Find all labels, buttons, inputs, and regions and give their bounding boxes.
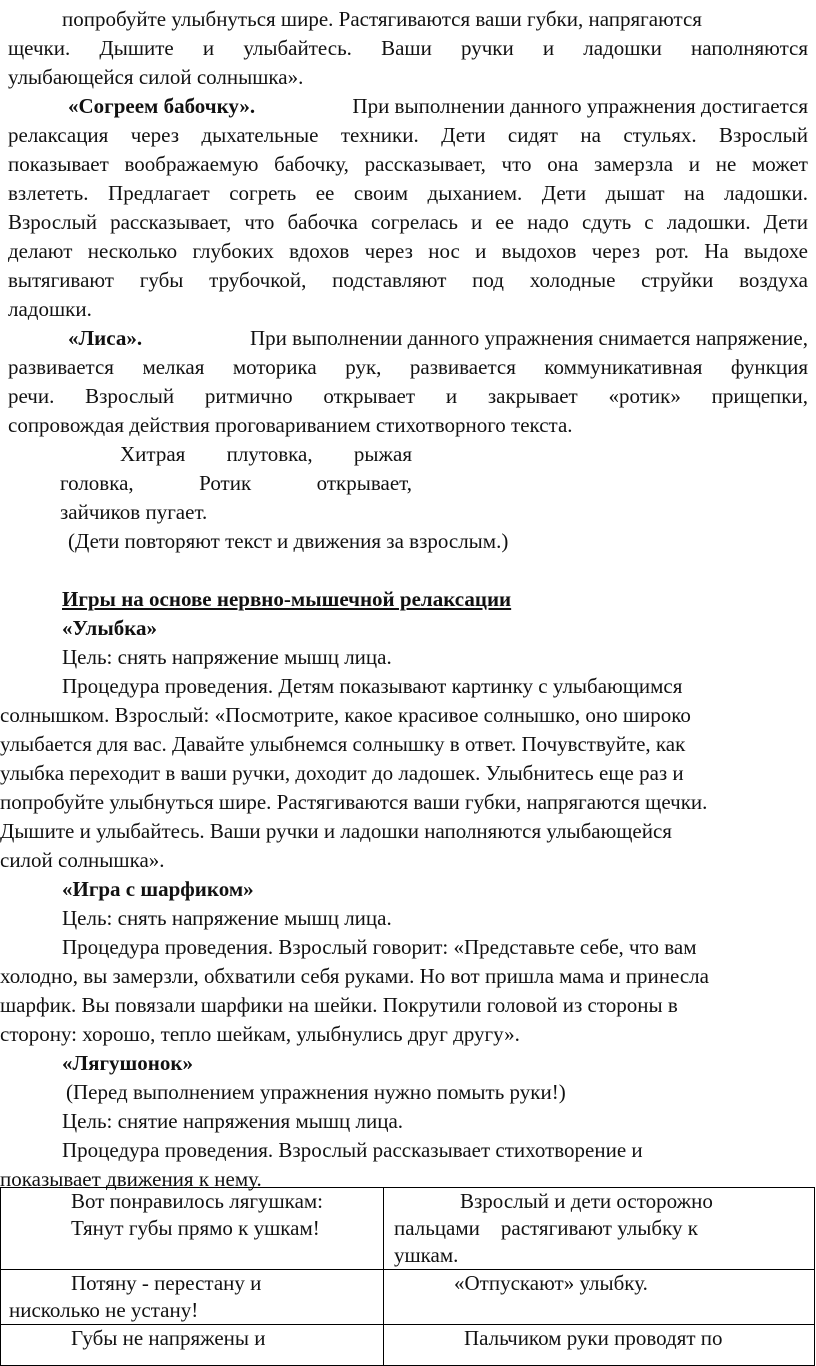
fox-first-line xyxy=(68,324,808,353)
scarf-text-4: сторону: хорошо, тепло шейкам, улыбнулись друг другу». xyxy=(0,1022,520,1046)
smile-text-7: силой солнышка». xyxy=(0,848,165,872)
cell-line: пальцами растягивают улыбку к xyxy=(394,1216,698,1240)
table-cell-right xyxy=(384,1270,815,1325)
intro-line-1: попробуйте улыбнуться шире. Растягиваются ваши губки, напрягаются xyxy=(62,7,702,31)
smile-text-1: Процедура проведения. Детям показывают картинку с улыбающимся xyxy=(62,674,683,698)
table-cell-left xyxy=(1,1188,384,1270)
frog-text-2: показывает движения к нему. xyxy=(0,1167,262,1191)
fox-note: (Дети повторяют текст и движения за взрослым.) xyxy=(68,529,509,553)
fox-poem-line-1: Хитрая плутовка, рыжая xyxy=(120,442,412,466)
cell-line: Потяну - перестану и xyxy=(71,1271,262,1295)
smile-title: «Улыбка» xyxy=(62,616,158,640)
butterfly-title: «Согреем бабочку». xyxy=(68,94,256,118)
table-row xyxy=(1,1325,815,1366)
table-cell-left xyxy=(1,1325,384,1366)
table-cell-right xyxy=(384,1188,815,1270)
cell-line: нисколько не устану! xyxy=(9,1298,199,1322)
intro-line-3: улыбающейся силой солнышка». xyxy=(8,65,304,89)
butterfly-line-4: взлететь. Предлагает согреть ее своим дыханием. Дети дышат на ладошки. xyxy=(8,181,808,205)
butterfly-line-6: делают несколько глубоких вдохов через нос и выдохов через рот. На выдохе xyxy=(8,239,808,263)
fox-line-2: развивается мелкая моторика рук, развивается коммуникативная функция xyxy=(8,355,808,379)
smile-text-6: Дышите и улыбайтесь. Ваши ручки и ладошки наполняются улыбающейся xyxy=(0,819,672,843)
smile-text-3: улыбается для вас. Давайте улыбнемся солнышку в ответ. Почувствуйте, как xyxy=(0,732,686,756)
smile-goal: Цель: снять напряжение мышц лица. xyxy=(62,645,392,669)
scarf-text-2: холодно, вы замерзли, обхватили себя руками. Но вот пришла мама и принесла xyxy=(0,964,709,988)
butterfly-line-1: При выполнении данного упражнения достигается xyxy=(352,94,808,118)
cell-line: Тянут губы прямо к ушкам! xyxy=(71,1216,320,1240)
cell-line: Губы не напряжены и xyxy=(71,1326,266,1350)
smile-text-4: улыбка переходит в ваши ручки, доходит до ладошек. Улыбнитесь еще раз и xyxy=(0,761,684,785)
section-heading: Игры на основе нервно-мышечной релаксации xyxy=(62,587,512,611)
frog-title: «Лягушонок» xyxy=(62,1051,193,1075)
butterfly-first-line xyxy=(68,92,808,121)
scarf-text-3: шарфик. Вы повязали шарфики на шейки. Покрутили головой из стороны в xyxy=(0,993,678,1017)
scarf-title: «Игра с шарфиком» xyxy=(62,877,254,901)
frog-note: (Перед выполнением упражнения нужно помыть руки!) xyxy=(66,1080,566,1104)
frog-text-1: Процедура проведения. Взрослый рассказывает стихотворение и xyxy=(62,1138,643,1162)
intro-line-2: щечки. Дышите и улыбайтесь. Ваши ручки и ладошки наполняются xyxy=(8,36,808,60)
table-cell-left xyxy=(1,1270,384,1325)
poem-table-wrap xyxy=(0,1187,816,1350)
cell-line: Пальчиком руки проводят по xyxy=(464,1326,723,1350)
cell-line: ушкам. xyxy=(394,1243,459,1267)
table-row xyxy=(1,1270,815,1325)
fox-line-1: При выполнении данного упражнения снимается напряжение, xyxy=(249,326,808,350)
smile-text-2: солнышком. Взрослый: «Посмотрите, какое красивое солнышко, оно широко xyxy=(0,703,691,727)
scarf-text-1: Процедура проведения. Взрослый говорит: «Представьте себе, что вам xyxy=(62,935,697,959)
table-cell-right xyxy=(384,1325,815,1366)
frog-goal: Цель: снятие напряжения мышц лица. xyxy=(62,1109,404,1133)
butterfly-line-5: Взрослый рассказывает, что бабочка согрелась и ее надо сдуть с ладошки. Дети xyxy=(8,210,808,234)
butterfly-line-8: ладошки. xyxy=(8,297,92,321)
scarf-goal: Цель: снять напряжение мышц лица. xyxy=(62,906,392,930)
cell-line: «Отпускают» улыбку. xyxy=(454,1271,648,1295)
butterfly-line-3: показывает воображаемую бабочку, рассказывает, что она замерзла и не может xyxy=(8,152,808,176)
fox-line-3: речи. Взрослый ритмично открывает и закрывает «ротик» прищепки, xyxy=(8,384,808,408)
poem-table xyxy=(0,1187,815,1366)
cell-line: Вот понравилось лягушкам: xyxy=(71,1189,324,1213)
butterfly-line-2: релаксация через дыхательные техники. Дети сидят на стульях. Взрослый xyxy=(8,123,808,147)
fox-poem-line-2: головка, Ротик открывает, xyxy=(60,471,412,495)
fox-line-4: сопровождая действия проговариванием стихотворного текста. xyxy=(8,413,573,437)
cell-line: Взрослый и дети осторожно xyxy=(460,1189,713,1213)
fox-title: «Лиса». xyxy=(68,326,143,350)
table-row xyxy=(1,1188,815,1270)
butterfly-line-7: вытягивают губы трубочкой, подставляют под холодные струйки воздуха xyxy=(8,268,808,292)
smile-text-5: попробуйте улыбнуться шире. Растягиваются ваши губки, напрягаются щечки. xyxy=(0,790,708,814)
fox-poem-line-3: зайчиков пугает. xyxy=(60,500,208,524)
